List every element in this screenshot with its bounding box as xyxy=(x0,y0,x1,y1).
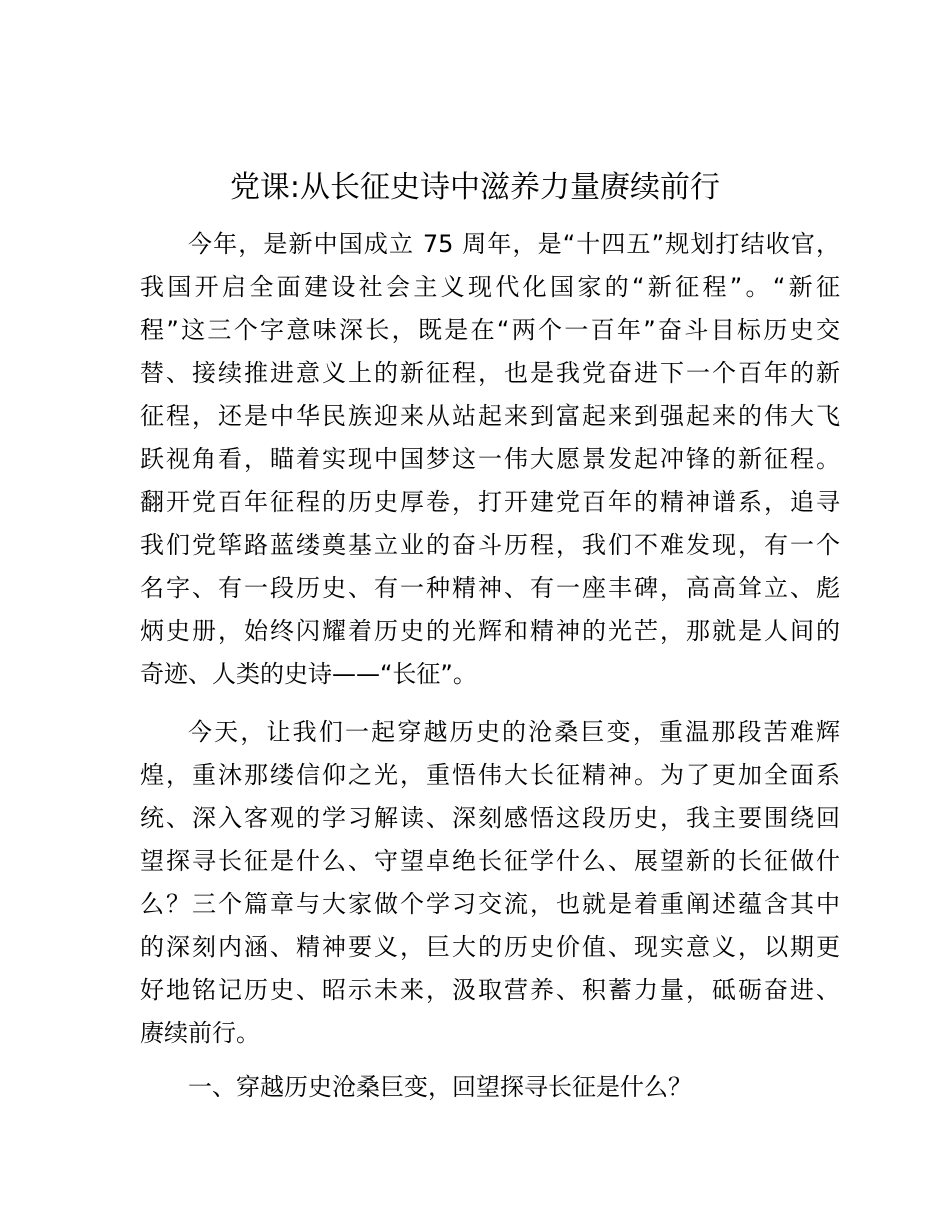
paragraph-2-line-4: 望探寻长征是什么、守望卓绝长征学什么、展望新的长征做什 xyxy=(140,847,840,875)
paragraph-2-line-3: 统、深入客观的学习解读、深刻感悟这段历史，我主要围绕回 xyxy=(140,804,840,832)
paragraph-1-line-11: 奇迹、人类的史诗——“长征”。 xyxy=(140,660,477,688)
paragraph-2-line-6: 的深刻内涵、精神要义，巨大的历史价值、现实意义，以期更 xyxy=(140,933,840,961)
document-title: 党课:从长征史诗中滋养力量赓续前行 xyxy=(229,170,721,205)
paragraph-2-line-1: 今天，让我们一起穿越历史的沧桑巨变，重温那段苦难辉 xyxy=(188,718,840,746)
paragraph-1-line-5: 征程，还是中华民族迎来从站起来到富起来到强起来的伟大飞 xyxy=(140,402,840,430)
paragraph-1-line-6: 跃视角看，瞄着实现中国梦这一伟大愿景发起冲锋的新征程。 xyxy=(140,445,840,473)
paragraph-2-line-2: 煌，重沐那缕信仰之光，重悟伟大长征精神。为了更加全面系 xyxy=(140,761,840,789)
section-heading-1: 一、穿越历史沧桑巨变，回望探寻长征是什么？ xyxy=(188,1073,692,1101)
paragraph-2-line-5: 么？三个篇章与大家做个学习交流，也就是着重阐述蕴含其中 xyxy=(140,890,840,918)
paragraph-1-line-7: 翻开党百年征程的历史厚卷，打开建党百年的精神谱系，追寻 xyxy=(140,488,840,516)
paragraph-1-line-2: 我国开启全面建设社会主义现代化国家的“新征程”。“新征 xyxy=(140,273,840,301)
paragraph-1-line-1: 今年，是新中国成立 75 周年，是“十四五”规划打结收官， xyxy=(188,230,840,258)
paragraph-2-line-7: 好地铭记历史、昭示未来，汲取营养、积蓄力量，砥砺奋进、 xyxy=(140,976,840,1004)
paragraph-2-line-8: 赓续前行。 xyxy=(140,1019,260,1047)
paragraph-1-line-8: 我们党筚路蓝缕奠基立业的奋斗历程，我们不难发现，有一个 xyxy=(140,531,840,559)
paragraph-1-line-3: 程”这三个字意味深长，既是在“两个一百年”奋斗目标历史交 xyxy=(140,316,840,344)
paragraph-1-line-9: 名字、有一段历史、有一种精神、有一座丰碑，高高耸立、彪 xyxy=(140,574,840,602)
paragraph-1-line-10: 炳史册，始终闪耀着历史的光辉和精神的光芒，那就是人间的 xyxy=(140,617,840,645)
paragraph-1-line-4: 替、接续推进意义上的新征程，也是我党奋进下一个百年的新 xyxy=(140,359,840,387)
